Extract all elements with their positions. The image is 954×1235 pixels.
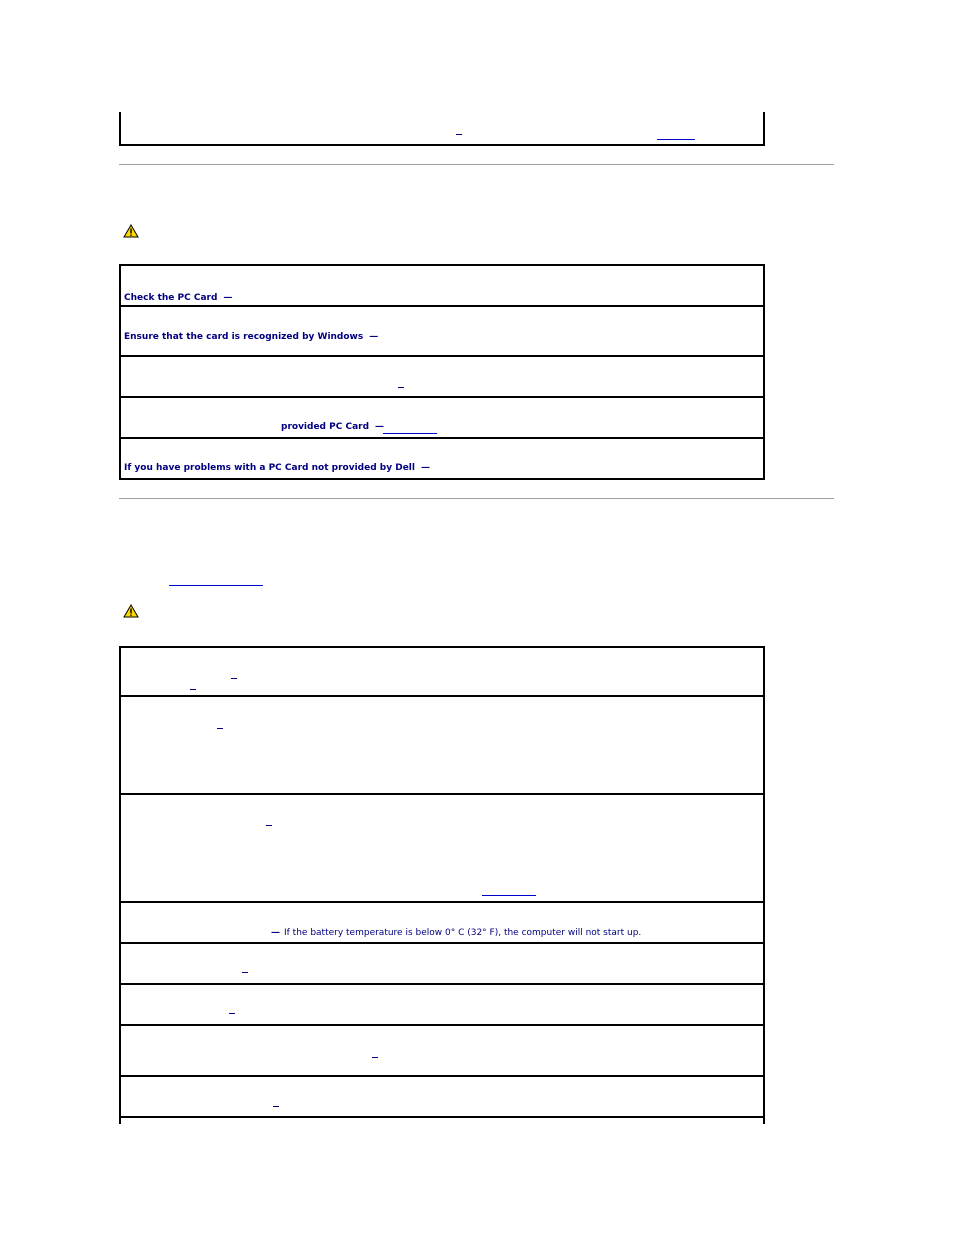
link-underline[interactable]	[169, 585, 263, 586]
pc-card-table	[119, 264, 765, 480]
table-row	[121, 1077, 763, 1118]
row-label	[124, 463, 430, 473]
underline-mark[interactable]	[372, 1057, 378, 1058]
row-label	[124, 332, 378, 342]
table-row	[121, 1118, 763, 1124]
battery-temp-text	[271, 928, 641, 938]
row-label	[124, 293, 232, 303]
dash: —	[369, 332, 379, 342]
table-row	[121, 398, 763, 439]
table-row	[121, 646, 763, 697]
table-row	[121, 264, 763, 307]
ensure-recognized-label: Ensure that the card is recognized by Windows	[124, 332, 364, 342]
non-dell-card-label: If you have problems with a PC Card not provided by Dell	[124, 463, 415, 473]
underline-mark[interactable]	[231, 678, 237, 679]
dash: —	[375, 422, 385, 432]
battery-temp-note: If the battery temperature is below 0° C (32° F), the computer will not start up.	[284, 928, 642, 938]
underline-mark[interactable]	[229, 1013, 235, 1014]
power-table	[119, 646, 765, 1124]
table-row	[121, 697, 763, 795]
divider	[119, 164, 834, 165]
table-row	[121, 795, 763, 903]
table-row	[121, 307, 763, 357]
link-underline[interactable]	[383, 433, 437, 434]
dash: —	[271, 928, 280, 938]
table-row	[121, 1026, 763, 1077]
underline-mark[interactable]	[398, 387, 404, 388]
table-row	[121, 439, 763, 480]
caution-triangle-icon	[123, 604, 139, 618]
divider	[119, 498, 834, 499]
top-partial-table	[119, 112, 765, 146]
table-row	[121, 357, 763, 398]
underline-mark[interactable]	[456, 134, 462, 135]
underline-mark[interactable]	[217, 728, 223, 729]
dash: —	[420, 463, 430, 473]
row-label	[281, 422, 384, 432]
underline-mark[interactable]	[266, 825, 272, 826]
table-row	[121, 985, 763, 1026]
link-underline[interactable]	[482, 895, 536, 896]
dash: —	[223, 293, 233, 303]
caution-triangle-icon	[123, 224, 139, 238]
underline-mark[interactable]	[190, 689, 196, 690]
underline-mark[interactable]	[273, 1106, 279, 1107]
provided-pc-card-label: provided PC Card	[281, 422, 370, 432]
check-pc-card-label: Check the PC Card	[124, 293, 218, 303]
underline-mark[interactable]	[242, 972, 248, 973]
link-underline[interactable]	[657, 139, 695, 140]
table-row	[121, 903, 763, 944]
table-row	[121, 944, 763, 985]
